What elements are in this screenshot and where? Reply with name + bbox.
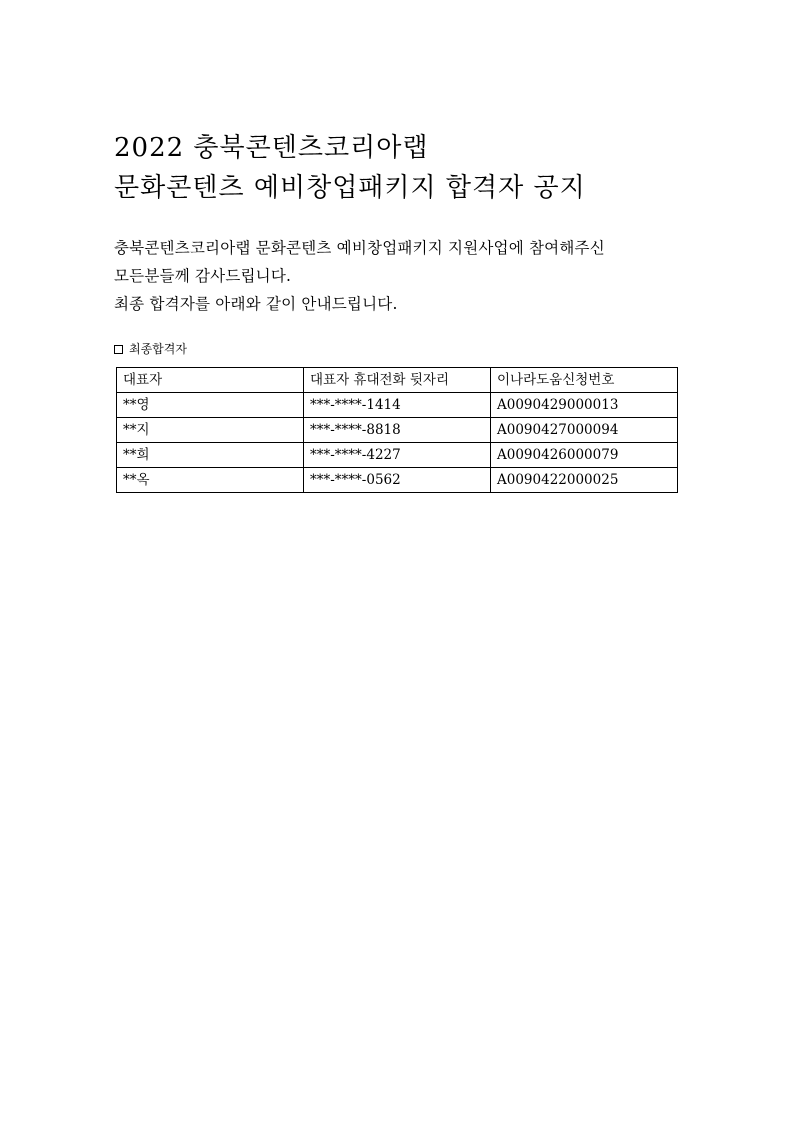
results-table: [116, 367, 678, 493]
section-heading: [114, 341, 187, 357]
empty-square-icon: [114, 345, 123, 354]
cell-representative: **영: [117, 393, 304, 418]
cell-phone: ***-****-1414: [304, 393, 491, 418]
cell-phone: ***-****-8818: [304, 418, 491, 443]
cell-application-number: A0090422000025: [491, 468, 678, 493]
table-header-row: [117, 368, 678, 393]
header-cell-representative: 대표자: [117, 368, 304, 393]
table-row: [117, 443, 678, 468]
header-cell-phone: 대표자 휴대전화 뒷자리: [304, 368, 491, 393]
page-title: [114, 128, 714, 208]
cell-application-number: A0090426000079: [491, 443, 678, 468]
table-row: [117, 418, 678, 443]
intro-line-2: 모든분들께 감사드립니다.: [114, 267, 292, 285]
table-row: [117, 393, 678, 418]
intro-line-1: 충북콘텐츠코리아랩 문화콘텐츠 예비창업패키지 지원사업에 참여해주신: [114, 239, 605, 257]
cell-representative: **옥: [117, 468, 304, 493]
section-heading-label: 최종합격자: [129, 342, 187, 356]
header-cell-application-number: 이나라도움신청번호: [491, 368, 678, 393]
cell-phone: ***-****-4227: [304, 443, 491, 468]
intro-paragraph: [114, 234, 694, 318]
intro-line-3: 최종 합격자를 아래와 같이 안내드립니다.: [114, 295, 398, 313]
cell-representative: **지: [117, 418, 304, 443]
title-line-1: 2022 충북콘텐츠코리아랩: [114, 133, 429, 163]
title-line-2: 문화콘텐츠 예비창업패키지 합격자 공지: [114, 173, 586, 203]
cell-application-number: A0090427000094: [491, 418, 678, 443]
cell-application-number: A0090429000013: [491, 393, 678, 418]
cell-representative: **희: [117, 443, 304, 468]
table-row: [117, 468, 678, 493]
cell-phone: ***-****-0562: [304, 468, 491, 493]
